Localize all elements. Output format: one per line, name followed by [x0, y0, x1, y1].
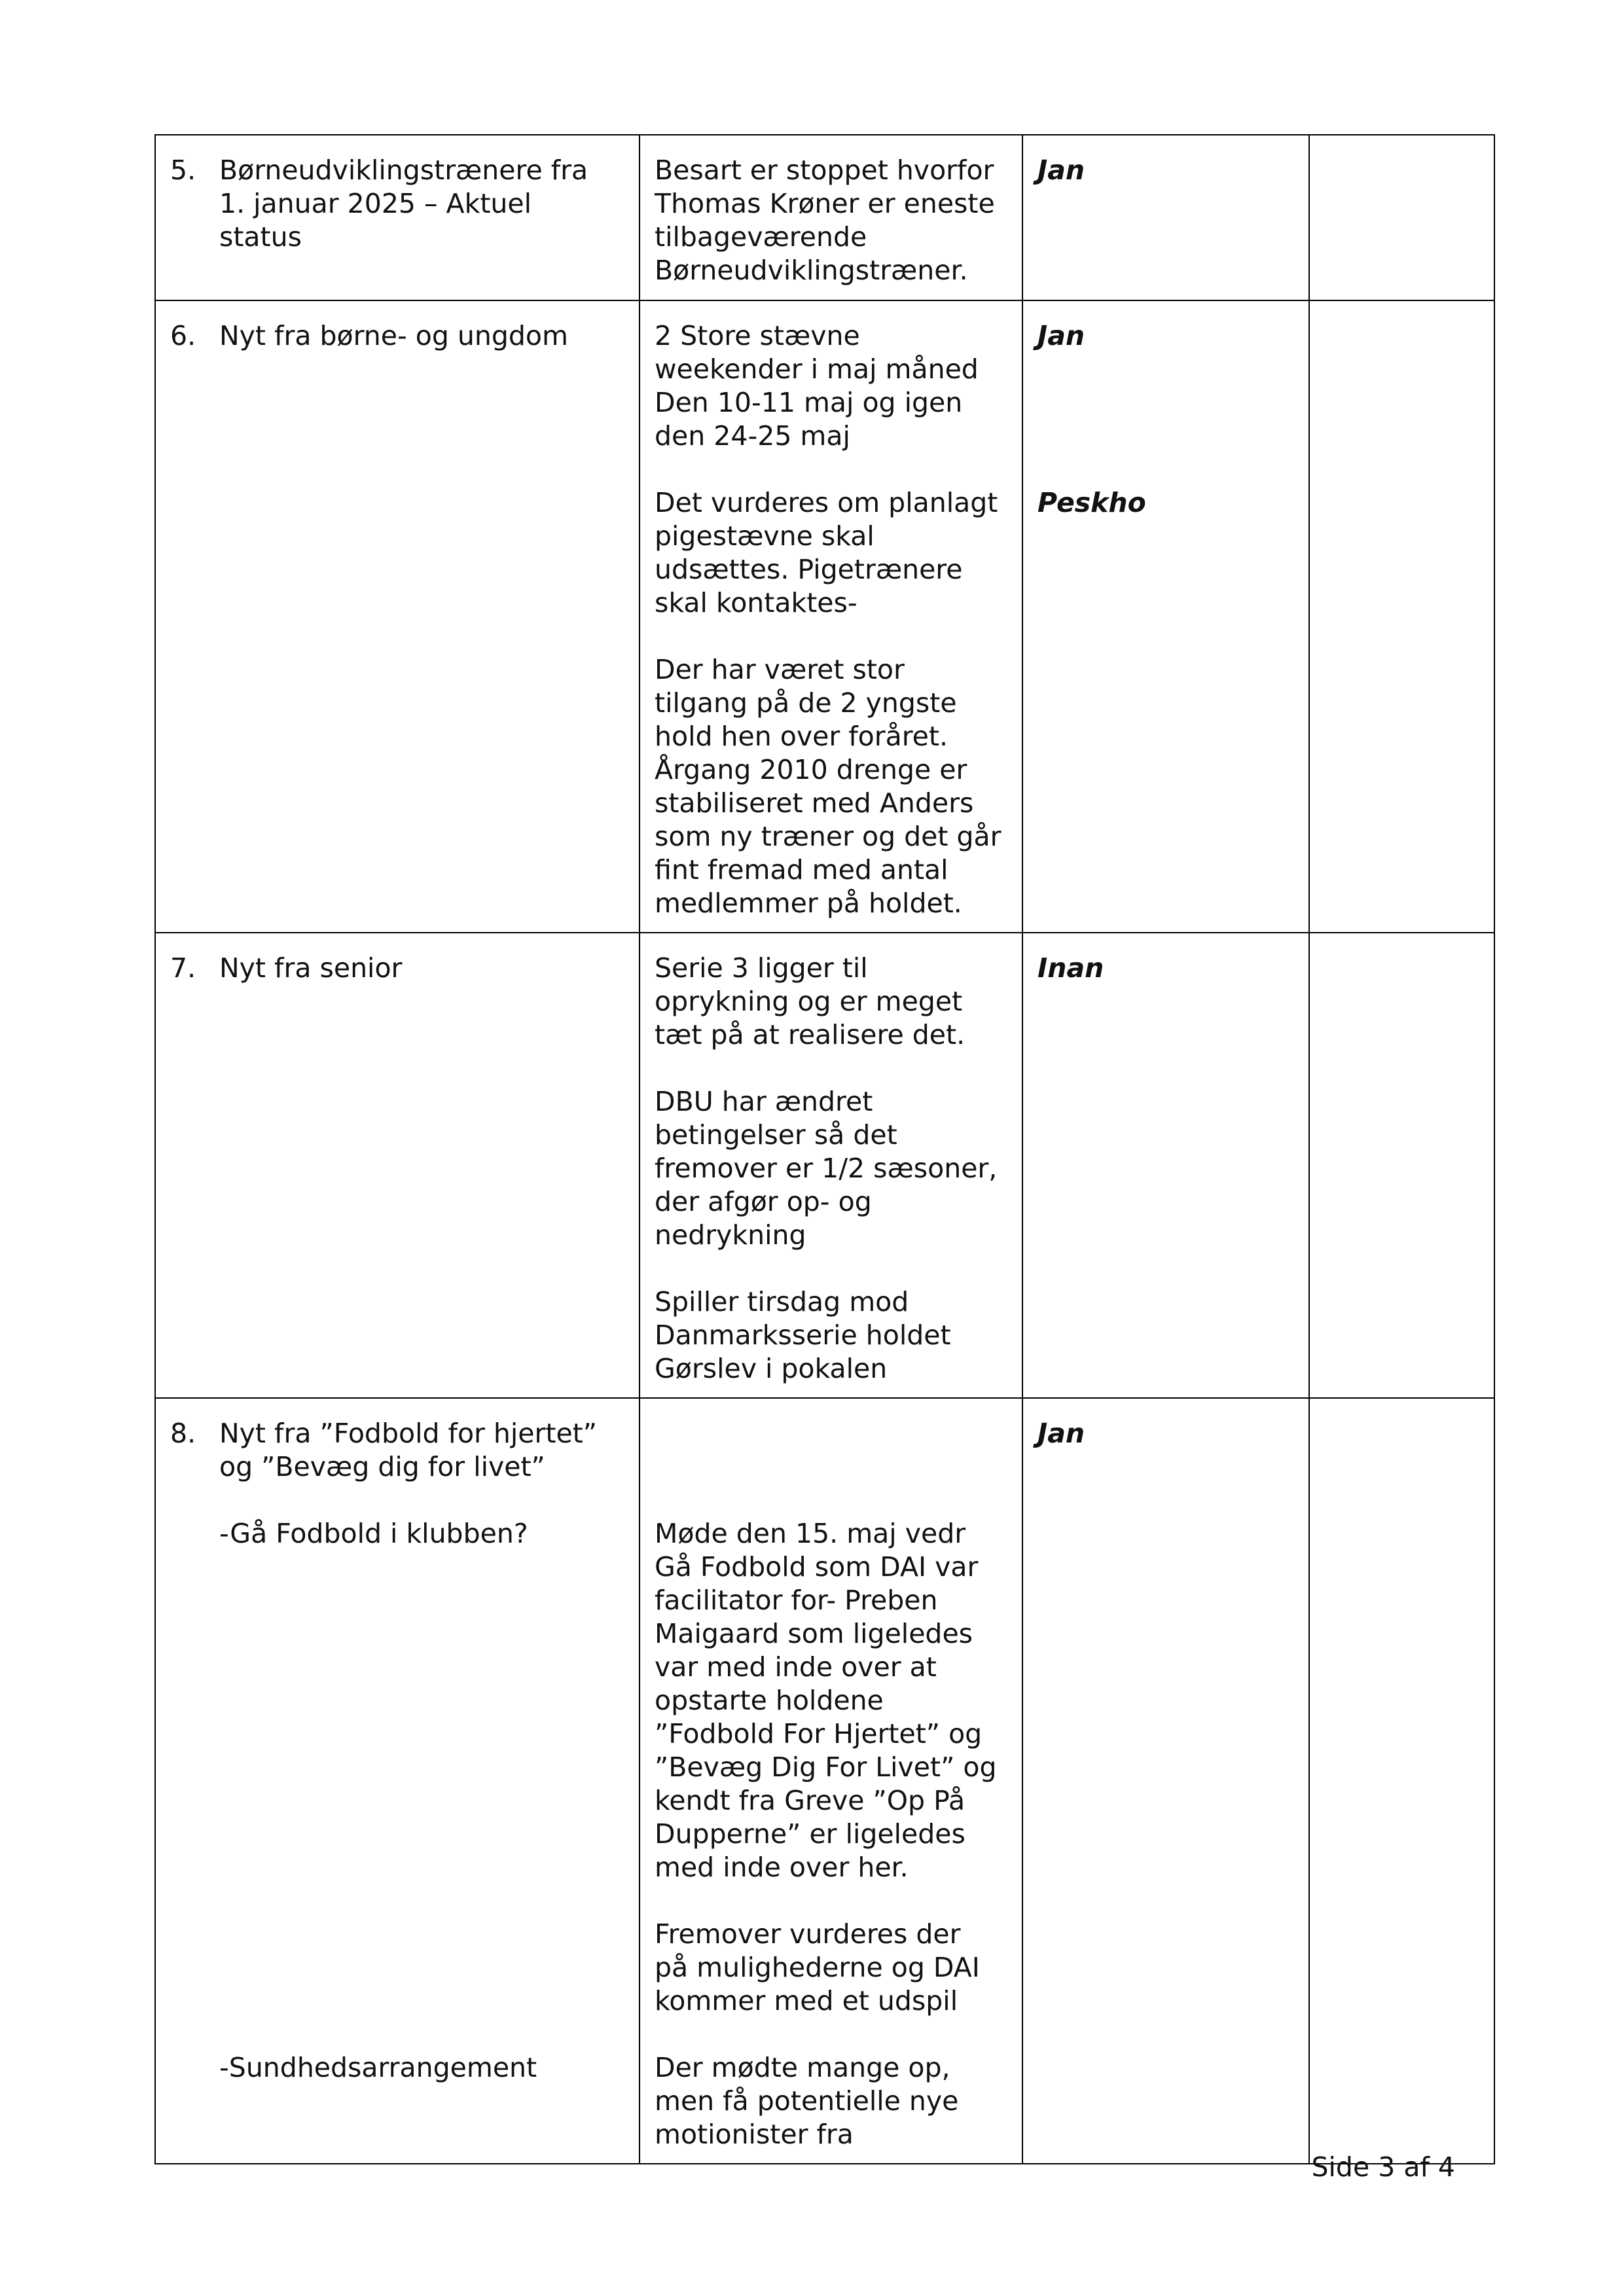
responsible-cell [1022, 1398, 1309, 2164]
item-number: 8. [170, 1418, 196, 1449]
responsible-name: Inan [1038, 952, 1104, 984]
notes-line: udsættes. Pigetrænere [655, 554, 963, 585]
notes-line: tæt på at realisere det. [655, 1019, 965, 1050]
subtopic: -Sundhedsarrangement [219, 2052, 537, 2083]
notes-line: Der mødte mange op, [655, 2052, 950, 2083]
notes-line: men få potentielle nye [655, 2085, 959, 2117]
topic-line: Nyt fra senior [219, 952, 403, 984]
notes-line: nedrykning [655, 1219, 806, 1251]
table-row [155, 933, 1494, 1398]
notes-line: kendt fra Greve ”Op På [655, 1785, 965, 1816]
notes-cell [640, 933, 1022, 1398]
responsible-cell [1022, 300, 1309, 933]
topic-line: 1. januar 2025 – Aktuel [219, 188, 532, 219]
agenda-cell [155, 135, 640, 300]
notes-line: Serie 3 ligger til [655, 952, 868, 984]
notes-line: stabiliseret med Anders [655, 787, 974, 819]
table-row [155, 300, 1494, 933]
item-number: 7. [170, 952, 196, 984]
notes-line: oprykning og er meget [655, 986, 963, 1017]
notes-line: weekender i maj måned [655, 353, 979, 385]
notes-line: var med inde over at [655, 1651, 937, 1683]
notes-line: på mulighederne og DAI [655, 1952, 980, 1983]
table-row [155, 1398, 1494, 2164]
page-number: Side 3 af 4 [1311, 2151, 1455, 2183]
notes-line: pigestævne skal [655, 520, 875, 552]
notes-line: kommer med et udspil [655, 1985, 958, 2017]
notes-line: som ny træner og det går [655, 821, 1001, 852]
notes-line: ”Bevæg Dig For Livet” og [655, 1751, 997, 1783]
notes-line: Der har været stor [655, 654, 905, 685]
notes-line: Den 10-11 maj og igen [655, 387, 963, 418]
notes-line: Årgang 2010 drenge er [655, 754, 967, 785]
topic-line: Nyt fra ”Fodbold for hjertet” [219, 1418, 598, 1449]
responsible-name: Peskho [1038, 487, 1146, 518]
notes-line: med inde over her. [655, 1852, 909, 1883]
notes-cell [640, 300, 1022, 933]
notes-line: Børneudviklingstræner. [655, 255, 968, 286]
notes-line: Maigaard som ligeledes [655, 1618, 973, 1649]
notes-line: Møde den 15. maj vedr [655, 1518, 966, 1549]
notes-line: Dupperne” er ligeledes [655, 1818, 965, 1850]
topic-line: status [219, 221, 302, 253]
agenda-cell [155, 300, 640, 933]
empty-cell [1309, 1398, 1494, 2164]
notes-cell [640, 135, 1022, 300]
notes-line: 2 Store stævne [655, 320, 860, 351]
notes-line: DBU har ændret [655, 1086, 873, 1117]
empty-cell [1309, 135, 1494, 300]
notes-cell [640, 1398, 1022, 2164]
notes-line: hold hen over foråret. [655, 721, 948, 752]
table-row [155, 135, 1494, 300]
responsible-name: Jan [1038, 320, 1085, 351]
subtopic: -Gå Fodbold i klubben? [219, 1518, 528, 1549]
agenda-cell [155, 933, 640, 1398]
notes-line: Det vurderes om planlagt [655, 487, 998, 518]
agenda-cell [155, 1398, 640, 2164]
item-number: 6. [170, 320, 196, 351]
notes-line: Danmarksserie holdet [655, 1319, 951, 1351]
responsible-cell [1022, 135, 1309, 300]
responsible-name: Jan [1038, 1418, 1085, 1449]
responsible-name: Jan [1038, 154, 1085, 186]
notes-line: fremover er 1/2 sæsoner, [655, 1153, 998, 1184]
notes-line: Gå Fodbold som DAI var [655, 1551, 979, 1583]
responsible-cell [1022, 933, 1309, 1398]
topic-line: Børneudviklingstrænere fra [219, 154, 588, 186]
notes-line: Spiller tirsdag mod [655, 1286, 909, 1318]
notes-line: der afgør op- og [655, 1186, 872, 1217]
notes-line: ”Fodbold For Hjertet” og [655, 1718, 983, 1749]
notes-line: Gørslev i pokalen [655, 1353, 888, 1384]
notes-line: facilitator for- Preben [655, 1585, 938, 1616]
notes-line: opstarte holdene [655, 1685, 884, 1716]
item-number: 5. [170, 154, 196, 186]
notes-line: motionister fra [655, 2119, 854, 2150]
minutes-table [154, 134, 1495, 2164]
notes-line: Thomas Krøner er eneste [655, 188, 995, 219]
empty-cell [1309, 933, 1494, 1398]
notes-line: tilgang på de 2 yngste [655, 687, 957, 719]
notes-line: Besart er stoppet hvorfor [655, 154, 994, 186]
notes-line: fint fremad med antal [655, 854, 948, 886]
notes-line: den 24-25 maj [655, 420, 850, 452]
notes-line: Fremover vurderes der [655, 1918, 961, 1950]
notes-line: medlemmer på holdet. [655, 888, 962, 919]
notes-line: skal kontaktes- [655, 587, 857, 619]
topic-line: og ”Bevæg dig for livet” [219, 1451, 545, 1482]
notes-line: betingelser så det [655, 1119, 897, 1151]
notes-line: tilbageværende [655, 221, 867, 253]
empty-cell [1309, 300, 1494, 933]
topic-line: Nyt fra børne- og ungdom [219, 320, 568, 351]
